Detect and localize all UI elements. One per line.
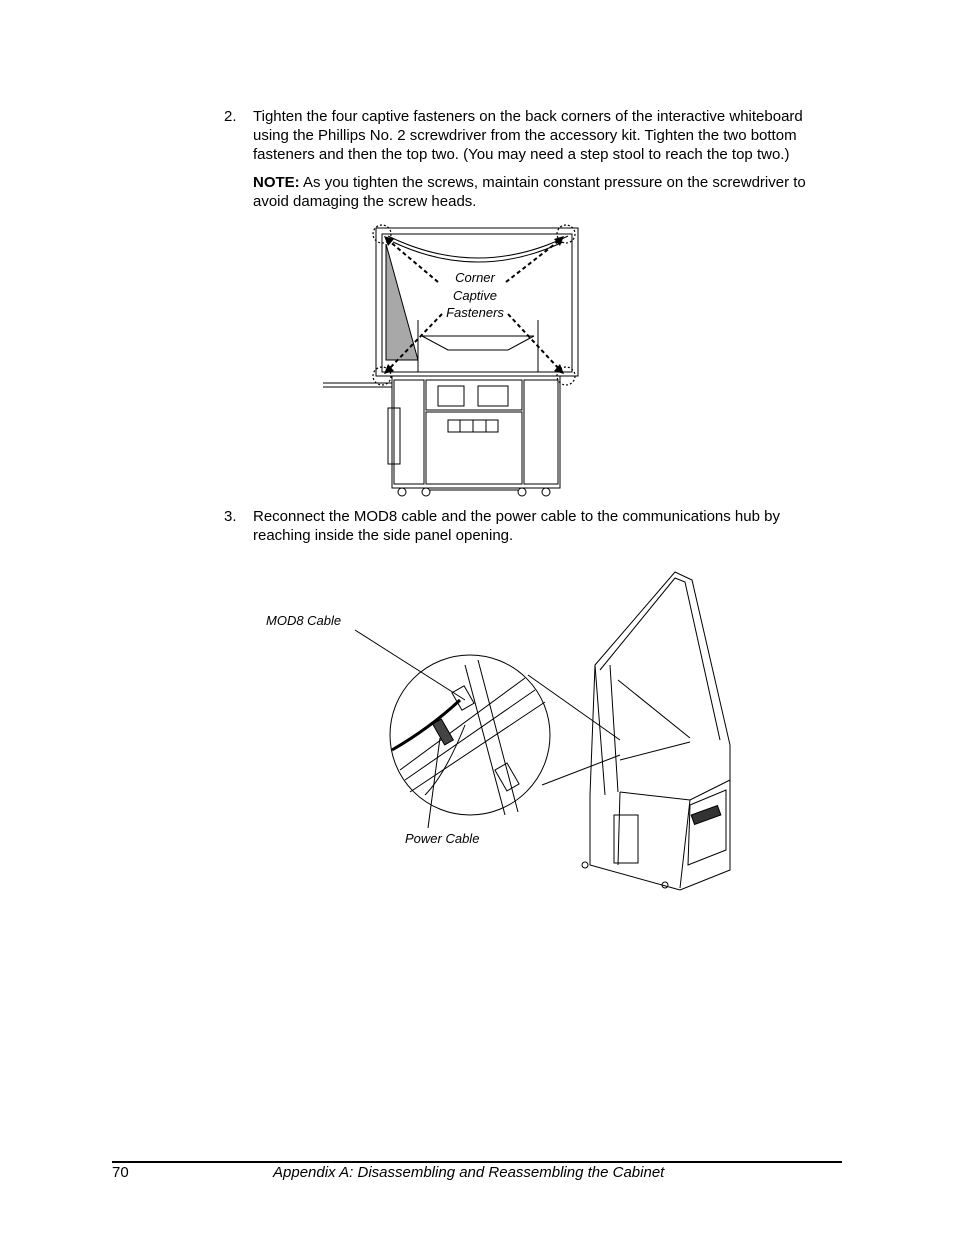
step-number: 2. — [224, 108, 237, 125]
footer-title: Appendix A: Disassembling and Reassembling the Cabinet — [273, 1164, 665, 1181]
callout-line: Captive — [452, 287, 498, 303]
note-text: As you tighten the screws, maintain constant pressure on the screwdriver to avoid damaging the screw heads. — [253, 174, 806, 210]
step-text: Reconnect the MOD8 cable and the power cable to the communications hub by reaching inside the side panel opening. — [253, 508, 780, 544]
step-text: Tighten the four captive fasteners on the back corners of the interactive whiteboard using the Phillips No. 2 screwdriver from the accessory kit. Tighten the two bottom fasteners and then the top two. (You may need a step stool to reach the top two.) — [253, 108, 803, 163]
mod8-cable-callout: MOD8 Cable — [266, 613, 342, 628]
corner-fasteners-callout — [440, 269, 510, 322]
step-number: 3. — [224, 508, 237, 525]
callout-line: Corner — [455, 270, 495, 285]
power-cable-callout: Power Cable — [405, 831, 480, 846]
note-label: NOTE: — [253, 174, 300, 191]
footer-divider — [112, 1161, 842, 1163]
callout-line: Fasteners — [446, 305, 504, 320]
cabinet-side-figure — [260, 560, 740, 895]
note — [253, 173, 843, 211]
cabinet-body — [590, 572, 730, 890]
cabinet-rear-figure — [318, 220, 582, 502]
page-number: 70 — [112, 1164, 129, 1181]
